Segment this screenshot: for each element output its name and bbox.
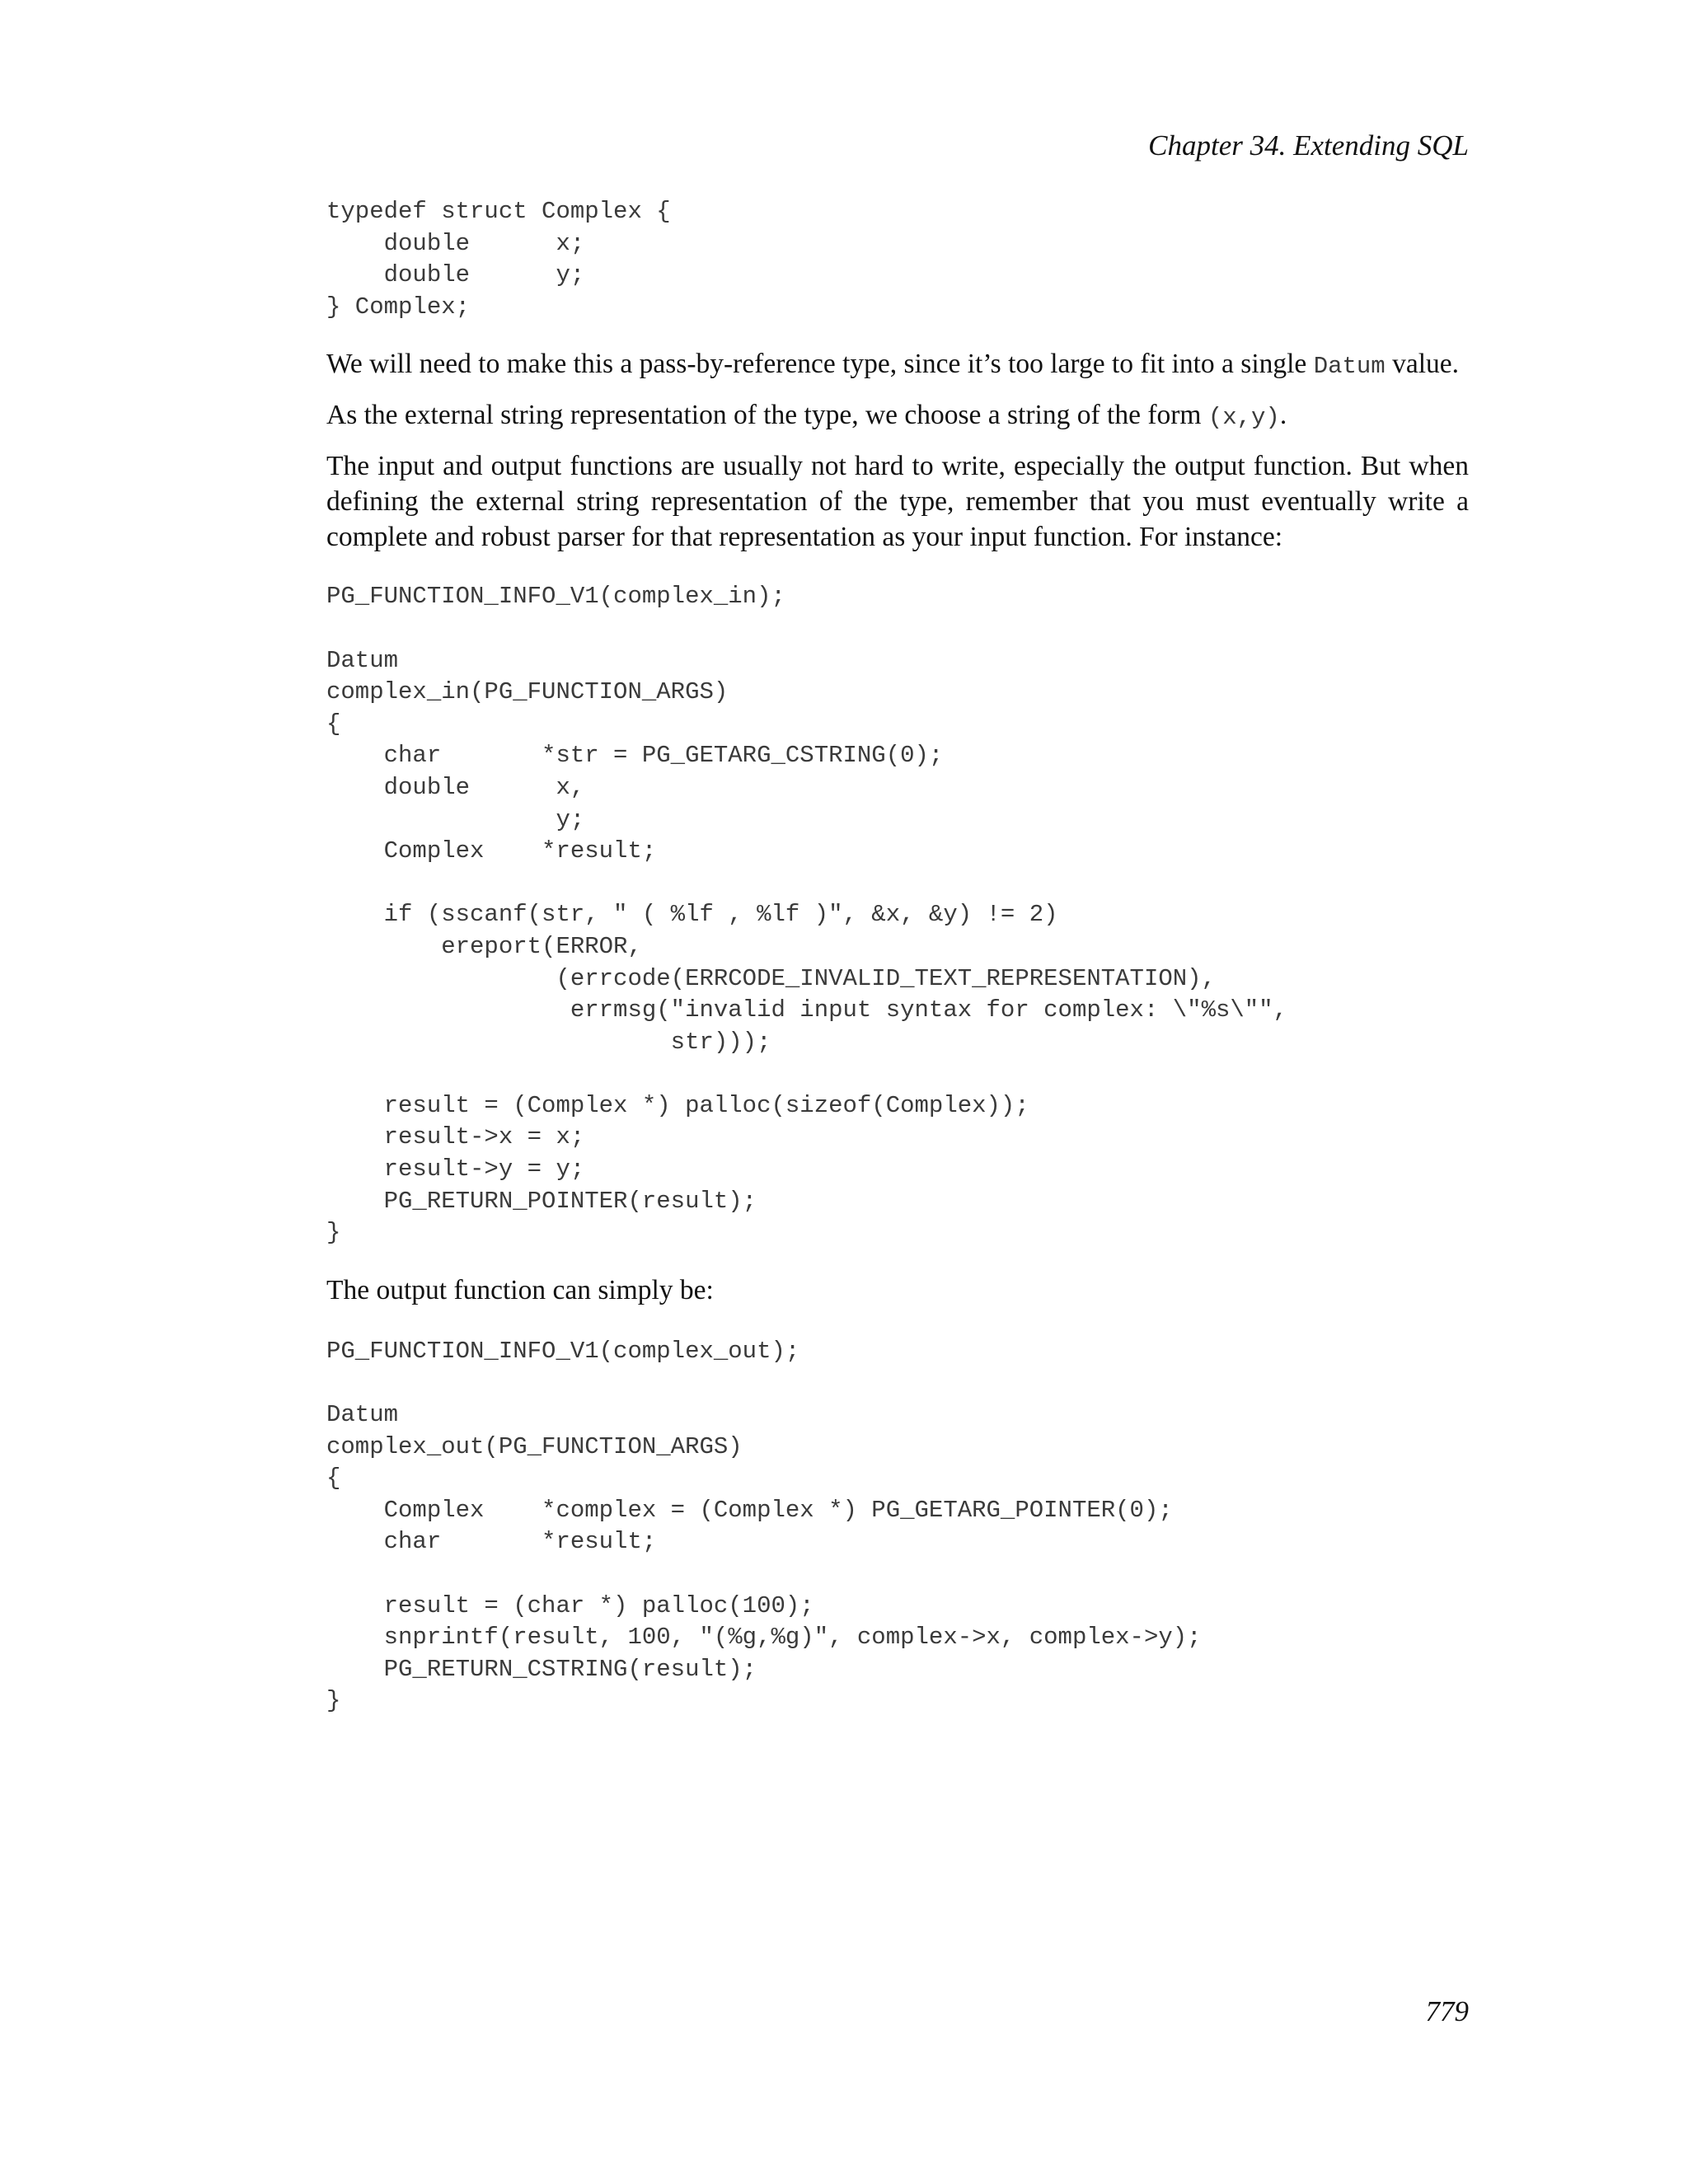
code-block-complex-out: PG_FUNCTION_INFO_V1(complex_out); Datum complex_out(PG_FUNCTION_ARGS) { Complex *complex = (Complex *) PG_GETARG_POINTER(0); char *result; result = (char *) palloc(100); snprintf(result, 100, "(%g,%g)", complex->x, complex->y); PG_RETURN_CSTRING(result); } [326, 1337, 1202, 1715]
paragraph-text: . [1279, 400, 1287, 431]
paragraph-text: value. [1385, 349, 1459, 380]
paragraph-pass-by-reference [326, 346, 1469, 384]
page-body [326, 196, 1469, 1718]
paragraph-input-output-functions: The input and output functions are usually not hard to write, especially the output function. But when defining the external string representation of the type, remember that you must eventually write a complete and robust parser for that representation as your input function. For instance: [326, 451, 1469, 553]
paragraph-text: As the external string representation of the type, we choose a string of the form [326, 400, 1208, 431]
code-block-complex-struct: typedef struct Complex { double x; double y; } Complex; [326, 198, 671, 321]
inline-code-datum: Datum [1313, 353, 1386, 381]
paragraph-string-representation [326, 397, 1469, 435]
running-header: Chapter 34. Extending SQL [1148, 129, 1469, 162]
page-number: 779 [1425, 1995, 1469, 2027]
paragraph-text: We will need to make this a pass-by-reference type, since it’s too large to fit into a single [326, 349, 1314, 380]
inline-code-xy: (x,y) [1207, 404, 1280, 432]
code-block-complex-in: PG_FUNCTION_INFO_V1(complex_in); Datum complex_in(PG_FUNCTION_ARGS) { char *str = PG_GETARG_CSTRING(0); double x, y; Complex *result; if (sscanf(str, " ( %lf , %lf )", &x, &y) != 2) ereport(ERROR, (errcode(ERRCODE_INVALID_TEXT_REPRESENTATION), errmsg("invalid input syntax for complex: \"%s\"", str))); result = (Complex *) palloc(sizeof(Complex)); result->x = x; result->y = y; PG_RETURN_POINTER(result); } [326, 583, 1287, 1247]
paragraph-output-function: The output function can simply be: [326, 1274, 714, 1305]
